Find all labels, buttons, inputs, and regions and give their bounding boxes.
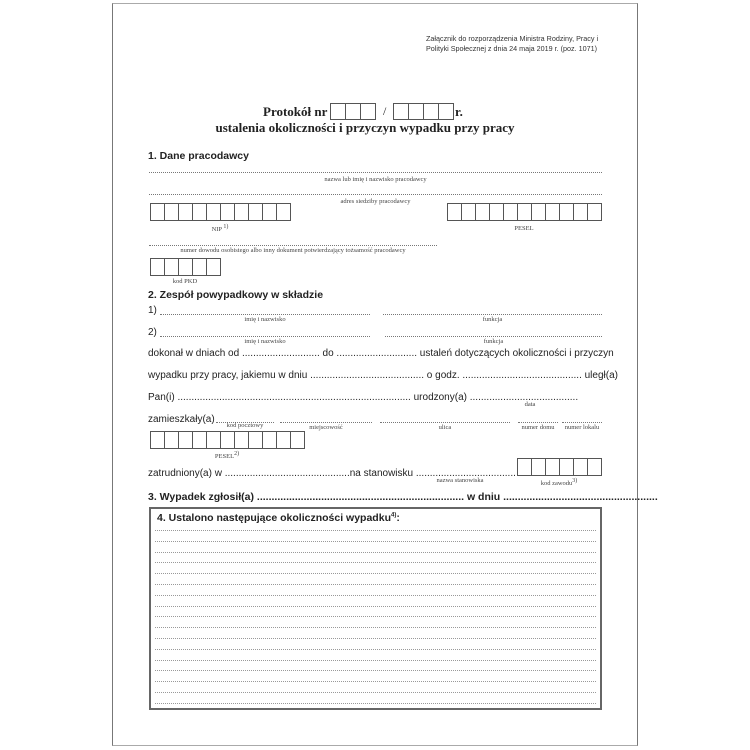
digit-box[interactable] xyxy=(290,431,305,449)
protocol-separator: / xyxy=(383,104,387,118)
member2-name-field[interactable] xyxy=(160,336,370,337)
pkd-boxes[interactable] xyxy=(150,258,221,276)
victim-pesel-caption: PESEL$^{2)}$ xyxy=(214,451,240,461)
digit-box[interactable] xyxy=(262,431,277,449)
house-number-field[interactable] xyxy=(518,422,558,423)
employment-line[interactable]: zatrudniony(a) w .............................................na stanowisku .................................... xyxy=(148,468,516,479)
flat-number-field[interactable] xyxy=(562,422,602,423)
digit-box[interactable] xyxy=(178,203,193,221)
member1-function-caption: funkcja xyxy=(482,316,503,323)
digit-box[interactable] xyxy=(330,103,346,120)
digit-box[interactable] xyxy=(408,103,424,120)
street-caption: ulica xyxy=(438,424,452,431)
circumstances-line[interactable] xyxy=(155,692,596,693)
member2-function-field[interactable] xyxy=(385,336,602,337)
victim-pesel-boxes[interactable] xyxy=(150,431,305,449)
digit-box[interactable] xyxy=(559,458,574,476)
member1-name-field[interactable] xyxy=(160,314,370,315)
postal-code-caption: kod pocztowy xyxy=(226,422,264,429)
digit-box[interactable] xyxy=(447,203,462,221)
digit-box[interactable] xyxy=(461,203,476,221)
member2-prefix: 2) xyxy=(148,327,157,338)
digit-box[interactable] xyxy=(360,103,376,120)
city-caption: miejscowość xyxy=(309,424,343,431)
circumstances-line[interactable] xyxy=(155,595,596,596)
digit-box[interactable] xyxy=(164,258,179,276)
id-document-field[interactable] xyxy=(149,245,437,246)
digit-box[interactable] xyxy=(262,203,277,221)
accident-date-line[interactable]: wypadku przy pracy, jakiemu w dniu ......................................... o godz. ........................................... uległ(a) xyxy=(148,370,618,381)
circumstances-line[interactable] xyxy=(155,552,596,553)
city-field[interactable] xyxy=(280,422,372,423)
digit-box[interactable] xyxy=(276,203,291,221)
section4-box xyxy=(149,507,602,710)
digit-box[interactable] xyxy=(531,203,546,221)
flat-number-caption: numer lokalu xyxy=(564,424,600,431)
annex-line-1: Załącznik do rozporządzenia Ministra Rodziny, Pracy i xyxy=(426,34,599,43)
digit-box[interactable] xyxy=(531,458,546,476)
employer-name-field[interactable] xyxy=(149,172,602,173)
nip-caption: NIP $^{1)}$ xyxy=(211,224,229,234)
digit-box[interactable] xyxy=(503,203,518,221)
circumstances-line[interactable] xyxy=(155,638,596,639)
protocol-number-boxes[interactable] xyxy=(330,103,376,120)
circumstances-line[interactable] xyxy=(155,541,596,542)
digit-box[interactable] xyxy=(248,203,263,221)
digit-box[interactable] xyxy=(192,203,207,221)
member2-name-caption: imię i nazwisko xyxy=(244,338,286,345)
annex-note xyxy=(426,34,626,54)
employer-pesel-boxes[interactable] xyxy=(447,203,602,221)
occupation-code-caption: kod zawodu$^{3)}$ xyxy=(540,478,578,488)
circumstances-line[interactable] xyxy=(155,703,596,704)
digit-box[interactable] xyxy=(248,431,263,449)
circumstances-line[interactable] xyxy=(155,681,596,682)
circumstances-line[interactable] xyxy=(155,660,596,661)
id-document-caption: numer dowodu osobistego albo inny dokument potwierdzający tożsamość pracodawcy xyxy=(180,247,406,254)
digit-box[interactable] xyxy=(517,203,532,221)
circumstances-line[interactable] xyxy=(155,573,596,574)
member2-function-caption: funkcja xyxy=(483,338,504,345)
digit-box[interactable] xyxy=(150,203,165,221)
member1-function-field[interactable] xyxy=(383,314,602,315)
digit-box[interactable] xyxy=(220,203,235,221)
digit-box[interactable] xyxy=(475,203,490,221)
digit-box[interactable] xyxy=(150,431,165,449)
street-field[interactable] xyxy=(380,422,510,423)
page-subtitle: ustalenia okoliczności i przyczyn wypadku przy pracy xyxy=(215,120,515,135)
protocol-year-suffix: r. xyxy=(455,104,463,119)
digit-box[interactable] xyxy=(192,258,207,276)
digit-box[interactable] xyxy=(276,431,291,449)
digit-box[interactable] xyxy=(220,431,235,449)
annex-line-2: Polityki Społecznej z dnia 24 maja 2019 r. (poz. 1071) xyxy=(426,44,598,53)
circumstances-line[interactable] xyxy=(155,627,596,628)
occupation-code-boxes[interactable] xyxy=(517,458,602,476)
dates-line[interactable]: dokonał w dniach od ............................ do ............................. ustaleń dotyczących okoliczności i przyczyn xyxy=(148,348,614,359)
digit-box[interactable] xyxy=(192,431,207,449)
digit-box[interactable] xyxy=(206,203,221,221)
digit-box[interactable] xyxy=(545,458,560,476)
section2-heading: 2. Zespół powypadkowy w składzie xyxy=(148,289,324,301)
digit-box[interactable] xyxy=(438,103,454,120)
digit-box[interactable] xyxy=(164,203,179,221)
digit-box[interactable] xyxy=(234,203,249,221)
digit-box[interactable] xyxy=(178,258,193,276)
residence-label: zamieszkały(a) xyxy=(148,414,215,425)
circumstances-line[interactable] xyxy=(155,562,596,563)
circumstances-line[interactable] xyxy=(155,616,596,617)
employer-address-field[interactable] xyxy=(149,194,602,195)
birth-date-caption: data xyxy=(524,401,536,408)
house-number-caption: numer domu xyxy=(521,424,555,431)
digit-box[interactable] xyxy=(573,203,588,221)
circumstances-line[interactable] xyxy=(155,584,596,585)
digit-box[interactable] xyxy=(573,458,588,476)
digit-box[interactable] xyxy=(234,431,249,449)
digit-box[interactable] xyxy=(545,203,560,221)
section1-heading: 1. Dane pracodawcy xyxy=(148,150,249,162)
person-line[interactable]: Pan(i) .................................................................................... urodzony(a) ....................................... xyxy=(148,392,579,403)
position-caption: nazwa stanowiska xyxy=(436,477,484,484)
protocol-year-boxes[interactable] xyxy=(393,103,454,120)
digit-box[interactable] xyxy=(178,431,193,449)
employer-pesel-caption: PESEL xyxy=(514,225,534,232)
section4-heading: 4. Ustalono następujące okoliczności wypadku$^{4)}$: xyxy=(157,512,400,524)
digit-box[interactable] xyxy=(206,258,221,276)
circumstances-line[interactable] xyxy=(155,606,596,607)
nip-boxes[interactable] xyxy=(150,203,291,221)
digit-box[interactable] xyxy=(164,431,179,449)
circumstances-line[interactable] xyxy=(155,649,596,650)
digit-box[interactable] xyxy=(587,458,602,476)
digit-box[interactable] xyxy=(345,103,361,120)
employer-name-caption: nazwa lub imię i nazwisko pracodawcy xyxy=(324,176,427,183)
circumstances-line[interactable] xyxy=(155,670,596,671)
digit-box[interactable] xyxy=(559,203,574,221)
circumstances-line[interactable] xyxy=(155,530,596,531)
employer-address-caption: adres siedziby pracodawcy xyxy=(340,198,411,205)
digit-box[interactable] xyxy=(423,103,439,120)
digit-box[interactable] xyxy=(206,431,221,449)
pkd-caption: kod PKD xyxy=(172,278,198,285)
member1-prefix: 1) xyxy=(148,305,157,316)
member1-name-caption: imię i nazwisko xyxy=(244,316,286,323)
digit-box[interactable] xyxy=(587,203,602,221)
section3-reported-line[interactable]: 3. Wypadek zgłosił(a) ....................................................................... w dniu ..................................................... xyxy=(148,491,658,503)
digit-box[interactable] xyxy=(489,203,504,221)
digit-box[interactable] xyxy=(150,258,165,276)
digit-box[interactable] xyxy=(393,103,409,120)
protocol-label: Protokół nr xyxy=(263,104,328,119)
digit-box[interactable] xyxy=(517,458,532,476)
